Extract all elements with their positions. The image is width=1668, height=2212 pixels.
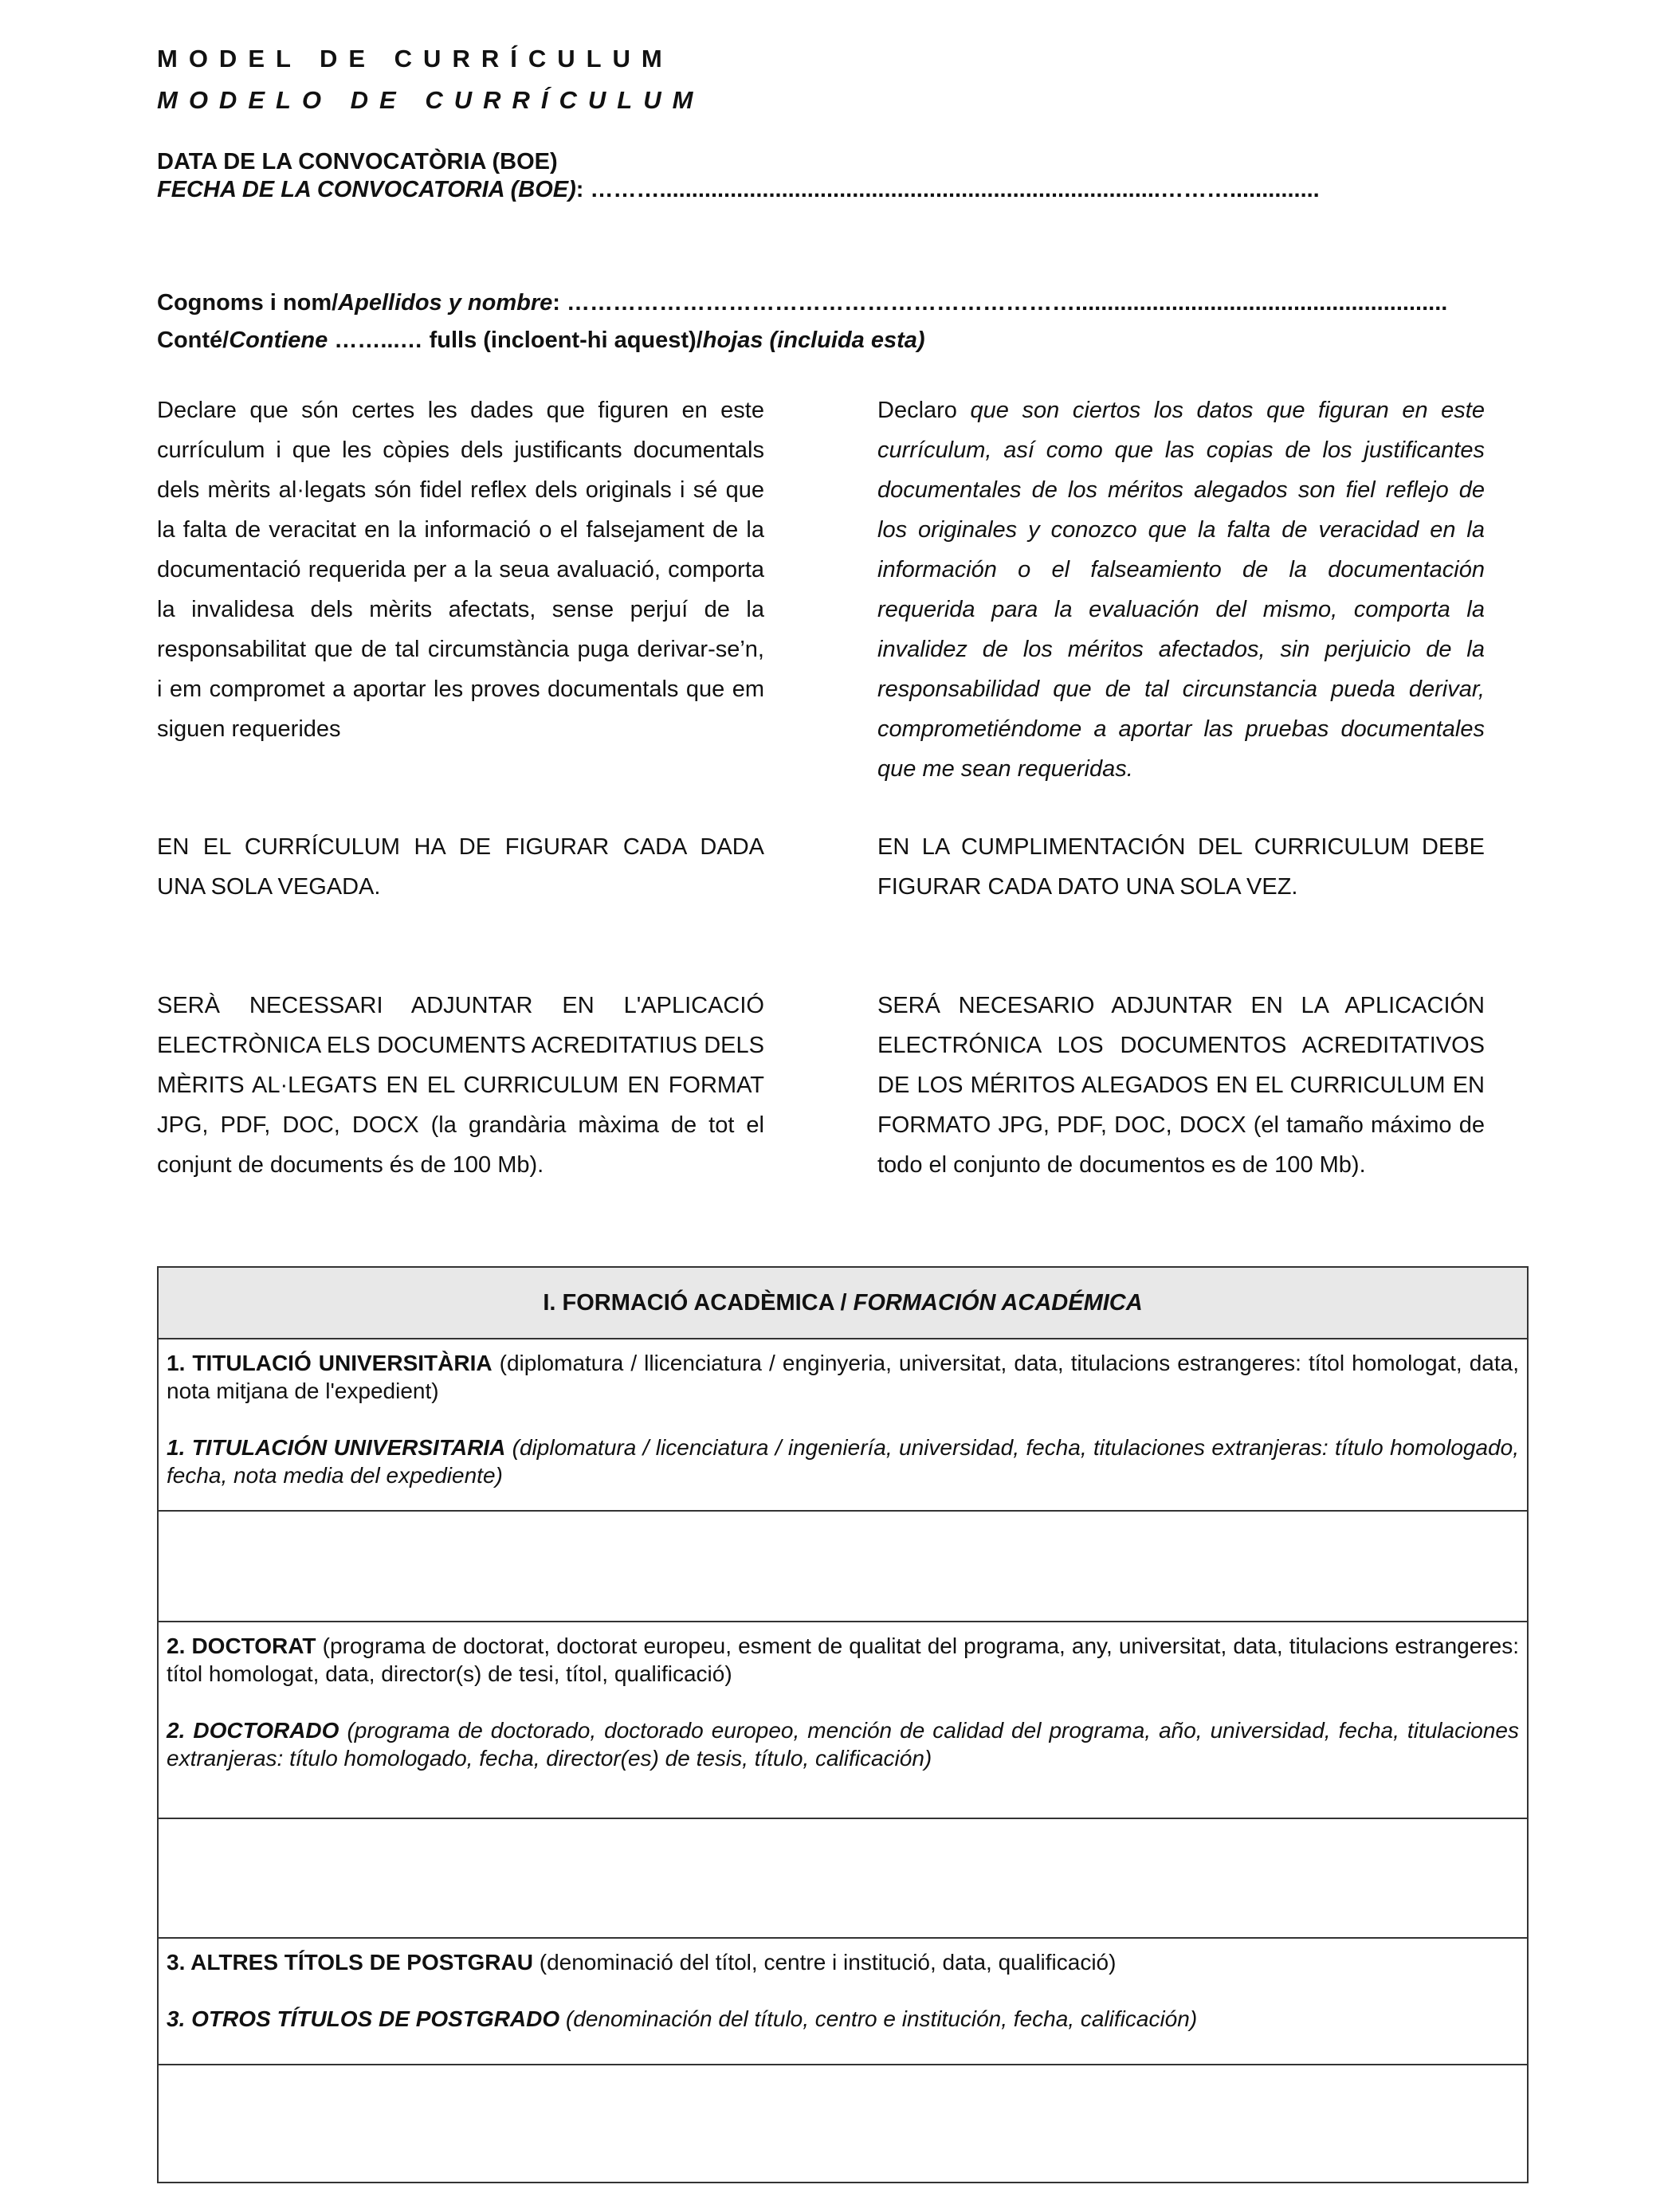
item-2-catalan <box>167 1632 1519 1688</box>
item-1-catalan <box>167 1349 1519 1405</box>
notice-once-catalan: EN EL CURRÍCULUM HA DE FIGURAR CADA DADA UNA SOLA VEGADA. <box>157 834 764 900</box>
call-date-field[interactable] <box>157 177 1320 203</box>
section-title-spanish: FORMACIÓN ACADÉMICA <box>853 1289 1143 1316</box>
declaration-spanish-body: que son ciertos los datos que figuran en este currículum, así como que las copias de los justificantes documentales de los méritos alegados son fiel reflejo de los originales y conozco que la falta de veracidad en la información o el falseamiento de la documentación requerida para la evaluación del mismo, comporta la invalidez de los méritos afectados, sin perjuicio de la responsabilidad que de tal circunstancia pueda derivar, comprometiéndome a aportar las pruebas documentales que me sean requeridas. <box>877 398 1485 782</box>
name-dots: ………………………………………………………….......................................................... <box>567 290 1448 316</box>
sheets-label-spanish: hojas (incluida esta) <box>702 327 925 353</box>
declaration-spanish-lead: Declaro <box>877 398 971 423</box>
section-title <box>158 1267 1528 1339</box>
item-3-answer-field[interactable] <box>158 2065 1528 2183</box>
academic-training-table <box>157 1266 1529 2183</box>
item-3-detail-spanish: (denominación del título, centro e institución, fecha, calificación) <box>559 2006 1198 2031</box>
contains-label-catalan: Conté/ <box>157 327 230 353</box>
item-3-catalan <box>167 1948 1519 1976</box>
item-2-answer-field[interactable] <box>158 1818 1528 1938</box>
name-field[interactable] <box>157 290 1447 316</box>
notice-once-spanish: EN LA CUMPLIMENTACIÓN DEL CURRICULUM DEBE FIGURAR CADA DATO UNA SOLA VEZ. <box>877 834 1485 900</box>
item-2-heading-spanish: 2. DOCTORADO <box>167 1718 339 1743</box>
name-label-spanish: Apellidos y nombre <box>338 290 553 316</box>
item-1-heading-catalan: 1. TITULACIÓ UNIVERSITÀRIA <box>167 1351 493 1375</box>
item-3-detail-catalan: (denominació del títol, centre i institució, data, qualificació) <box>532 1950 1117 1975</box>
item-3-heading-spanish: 3. OTROS TÍTULOS DE POSTGRADO <box>167 2006 560 2031</box>
section-title-catalan: I. FORMACIÓ ACADÈMICA / <box>543 1289 854 1316</box>
title-spanish: MODELO DE CURRÍCULUM <box>157 86 704 114</box>
item-2-spanish <box>167 1716 1519 1772</box>
item-3-spanish <box>167 2005 1519 2033</box>
item-1-spanish <box>167 1433 1519 1489</box>
name-separator: : <box>552 290 567 316</box>
sheet-count-field[interactable] <box>157 327 925 354</box>
call-date-separator: : <box>575 177 591 202</box>
item-1-description <box>158 1339 1528 1511</box>
contains-label-spanish: Contiene <box>229 327 328 353</box>
item-2-detail-catalan: (programa de doctorat, doctorat europeu, esment de qualitat del programa, any, universitat, data, titulacions estrangeres: títol homologat, data, director(s) de tesi, títol, qualificació) <box>167 1634 1519 1686</box>
name-label-catalan: Cognoms i nom/ <box>157 290 339 316</box>
notice-attach-catalan: SERÀ NECESSARI ADJUNTAR EN L'APLICACIÓ ELECTRÒNICA ELS DOCUMENTS ACREDITATIUS DELS MÈRITS AL·LEGATS EN EL CURRICULUM EN FORMAT JPG, PDF, DOC, DOCX (la grandària màxima de tot el conjunt de documents és de 100 Mb). <box>157 993 764 1178</box>
title-catalan: MODEL DE CURRÍCULUM <box>157 45 673 73</box>
call-date-label-catalan: DATA DE LA CONVOCATÒRIA (BOE) <box>157 149 558 175</box>
declaration-spanish <box>877 390 1485 789</box>
call-date-dots: ………..............................................................................……….............. <box>590 177 1320 202</box>
sheets-label-catalan: fulls (incloent-hi aquest)/ <box>429 327 703 353</box>
item-1-detail-catalan: (diplomatura / llicenciatura / enginyeria, universitat, data, titulacions estrangeres: títol homologat, data, nota mitjana de l'expedient) <box>167 1351 1520 1403</box>
sheet-count-dots: ……...… <box>328 327 430 353</box>
declaration-catalan: Declare que són certes les dades que figuren en este currículum i que les còpies dels justificants documentals dels mèrits al·legats són fidel reflex dels originals i sé que la falta de veracitat en la informació o el falsejament de la documentació requerida per a la seua avaluació, comporta la invalidesa dels mèrits afectats, sense perjuí de la responsabilitat que de tal circumstància puga derivar-se’n, i em compromet a aportar les proves documentals que em siguen requerides <box>157 398 764 742</box>
item-3-heading-catalan: 3. ALTRES TÍTOLS DE POSTGRAU <box>167 1950 533 1975</box>
item-2-heading-catalan: 2. DOCTORAT <box>167 1634 316 1658</box>
item-2-description <box>158 1622 1528 1818</box>
item-2-detail-spanish: (programa de doctorado, doctorado europeo, mención de calidad del programa, año, universidad, fecha, titulaciones extranjeras: título homologado, fecha, director(es) de tesis, título, calificación) <box>167 1718 1520 1771</box>
item-1-answer-field[interactable] <box>158 1511 1528 1622</box>
item-3-description <box>158 1938 1528 2065</box>
notice-attach-spanish: SERÁ NECESARIO ADJUNTAR EN LA APLICACIÓN ELECTRÓNICA LOS DOCUMENTOS ACREDITATIVOS DE LOS MÉRITOS ALEGADOS EN EL CURRICULUM EN FORMATO JPG, PDF, DOC, DOCX (el tamaño máximo de todo el conjunto de documentos es de 100 Mb). <box>877 993 1485 1178</box>
item-1-heading-spanish: 1. TITULACIÓN UNIVERSITARIA <box>167 1435 506 1460</box>
item-1-detail-spanish: (diplomatura / licenciatura / ingeniería, universidad, fecha, titulaciones extranjeras: título homologado, fecha, nota media del expediente) <box>167 1435 1520 1488</box>
call-date-label-spanish: FECHA DE LA CONVOCATORIA (BOE) <box>157 177 576 202</box>
